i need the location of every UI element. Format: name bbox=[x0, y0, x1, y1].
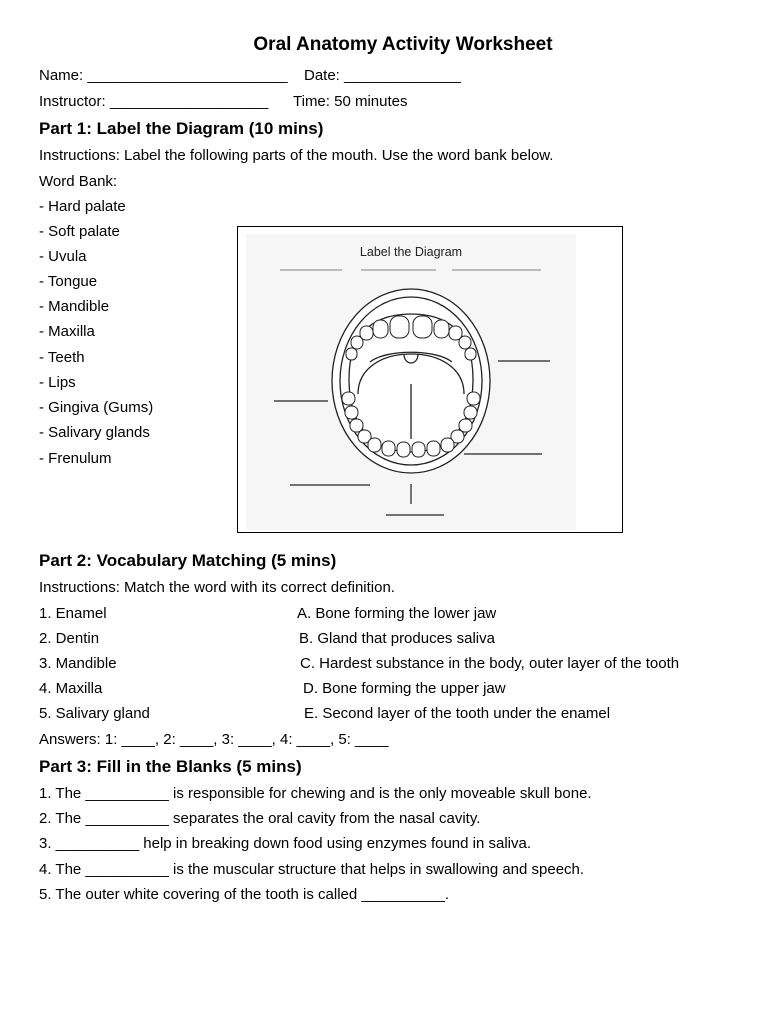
mouth-illustration bbox=[246, 234, 576, 530]
mouth-diagram-frame bbox=[237, 226, 623, 533]
word-bank-item: - Maxilla bbox=[39, 323, 95, 340]
part1-instructions: Instructions: Label the following parts of the mouth. Use the word bank below. bbox=[39, 147, 554, 164]
word-bank-item: - Uvula bbox=[39, 248, 87, 265]
word-bank-item: - Teeth bbox=[39, 349, 85, 366]
matching-definition: B. Gland that produces saliva bbox=[299, 630, 495, 647]
date-field[interactable]: Date: ______________ bbox=[304, 67, 461, 84]
word-bank-item: - Lips bbox=[39, 374, 76, 391]
mouth-diagram bbox=[246, 234, 576, 530]
part2-instructions: Instructions: Match the word with its correct definition. bbox=[39, 579, 395, 596]
answers-line[interactable]: Answers: 1: ____, 2: ____, 3: ____, 4: ____, 5: ____ bbox=[39, 731, 389, 748]
matching-definition: E. Second layer of the tooth under the enamel bbox=[304, 705, 611, 722]
matching-term: 1. Enamel bbox=[39, 605, 107, 622]
word-bank-item: - Soft palate bbox=[39, 223, 120, 240]
instructor-field[interactable]: Instructor: ___________________ bbox=[39, 93, 269, 110]
matching-term: 4. Maxilla bbox=[39, 680, 103, 697]
part3-heading: Part 3: Fill in the Blanks (5 mins) bbox=[39, 757, 302, 776]
matching-term: 5. Salivary gland bbox=[39, 705, 150, 722]
time-label: Time: 50 minutes bbox=[293, 93, 408, 110]
matching-term: 2. Dentin bbox=[39, 630, 100, 647]
matching-definition: C. Hardest substance in the body, outer layer of the tooth bbox=[300, 655, 680, 672]
fill-in-item[interactable]: 4. The __________ is the muscular structure that helps in swallowing and speech. bbox=[39, 861, 585, 878]
matching-term: 3. Mandible bbox=[39, 655, 117, 672]
part1-heading: Part 1: Label the Diagram (10 mins) bbox=[39, 119, 324, 138]
word-bank-item: - Mandible bbox=[39, 298, 110, 315]
page-title: Oral Anatomy Activity Worksheet bbox=[253, 34, 553, 55]
fill-in-item[interactable]: 5. The outer white covering of the tooth is called __________. bbox=[39, 886, 450, 903]
word-bank-item: - Gingiva (Gums) bbox=[39, 399, 154, 416]
part2-heading: Part 2: Vocabulary Matching (5 mins) bbox=[39, 551, 337, 570]
word-bank-item: - Tongue bbox=[39, 273, 98, 290]
word-bank-item: - Frenulum bbox=[39, 450, 112, 467]
word-bank-item: - Salivary glands bbox=[39, 424, 150, 441]
name-field[interactable]: Name: ________________________ bbox=[39, 67, 288, 84]
diagram-title: Label the Diagram bbox=[359, 245, 463, 259]
fill-in-item[interactable]: 1. The __________ is responsible for chewing and is the only moveable skull bone. bbox=[39, 785, 592, 802]
fill-in-item[interactable]: 2. The __________ separates the oral cavity from the nasal cavity. bbox=[39, 810, 481, 827]
word-bank-item: - Hard palate bbox=[39, 198, 126, 215]
matching-definition: D. Bone forming the upper jaw bbox=[303, 680, 506, 697]
fill-in-item[interactable]: 3. __________ help in breaking down food using enzymes found in saliva. bbox=[39, 835, 532, 852]
matching-definition: A. Bone forming the lower jaw bbox=[297, 605, 497, 622]
word-bank-label: Word Bank: bbox=[39, 173, 118, 190]
